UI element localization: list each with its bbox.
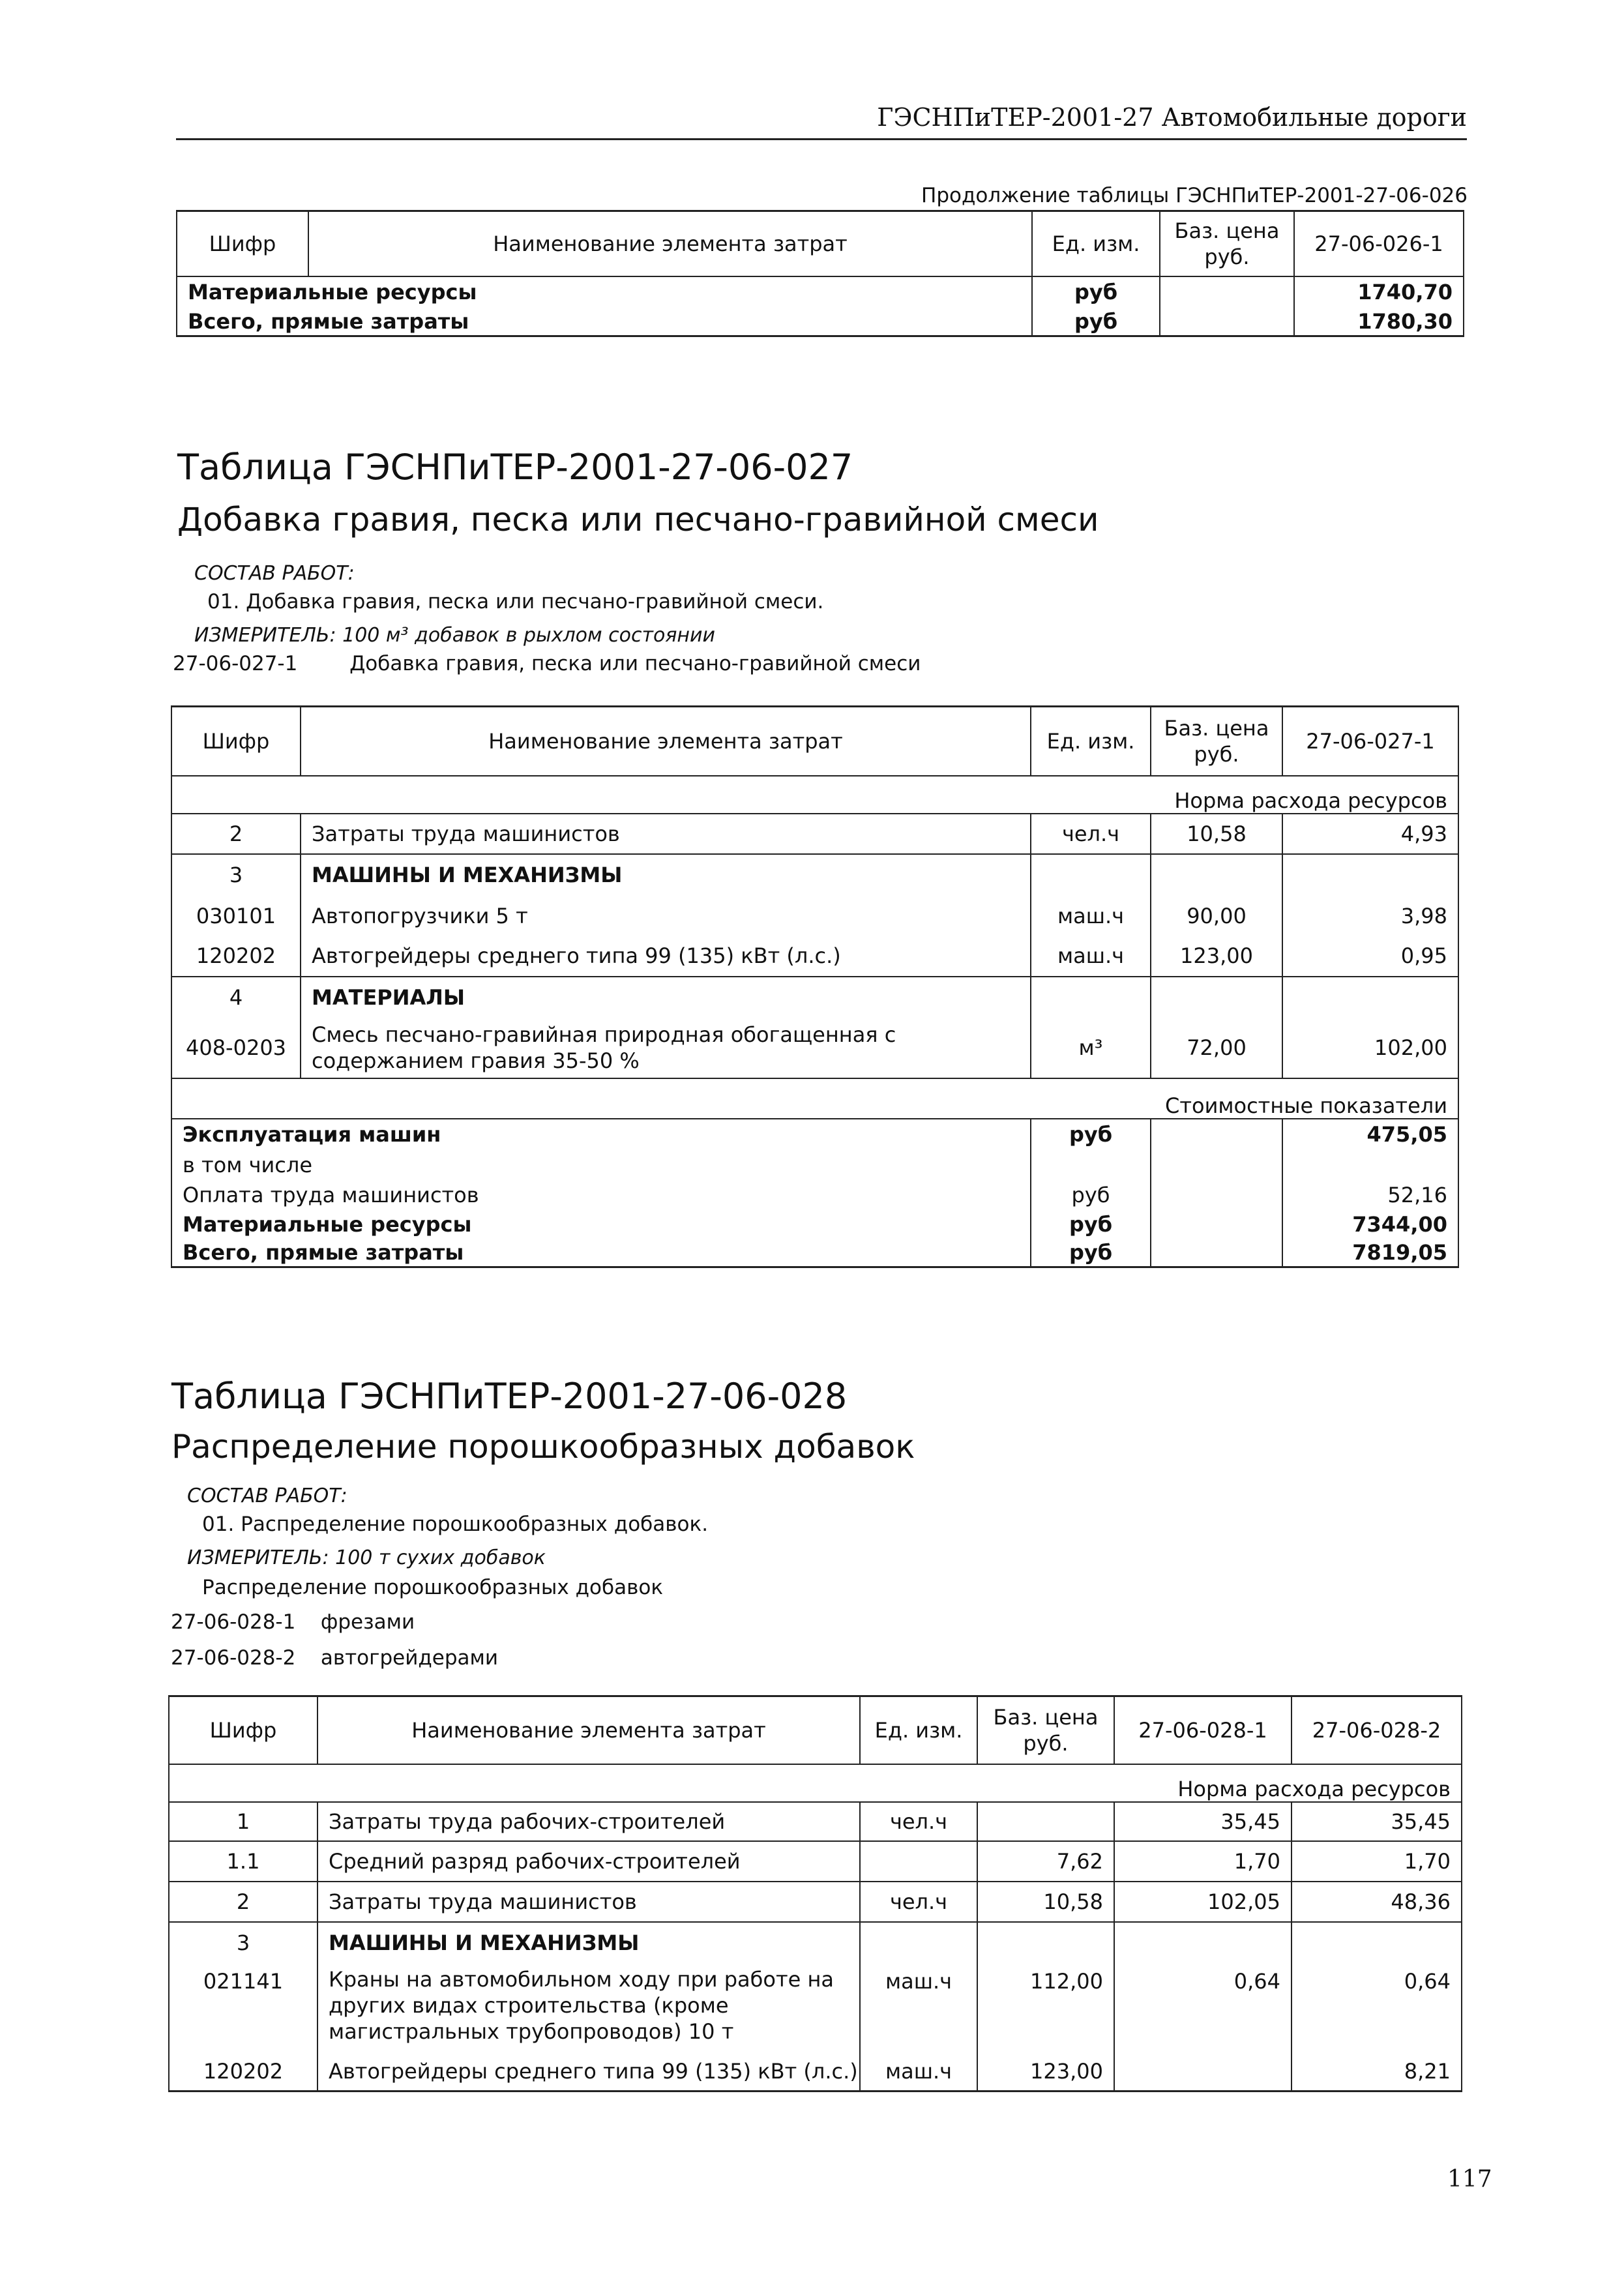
table-row-unit: руб bbox=[1032, 276, 1160, 308]
col-norm1-header: 27-06-028-1 bbox=[1114, 1696, 1292, 1764]
table-row-price: 72,00 bbox=[1151, 1018, 1282, 1078]
group-description: Распределение порошкообразных добавок bbox=[202, 1576, 664, 1599]
cost-row-unit: руб bbox=[1031, 1180, 1151, 1210]
table-028-subtitle: Распределение порошкообразных добавок bbox=[171, 1428, 915, 1466]
norm-code: 27-06-027-1 bbox=[173, 652, 298, 675]
table-row-value: 1740,70 bbox=[1294, 276, 1464, 308]
table-027 bbox=[171, 705, 1459, 1268]
table-row-code: 1 bbox=[169, 1802, 317, 1841]
table-row-code: 021141 bbox=[169, 1964, 317, 2052]
table-028 bbox=[168, 1695, 1462, 2092]
table-row-unit: чел.ч bbox=[860, 1802, 977, 1841]
section-heading: МАШИНЫ И МЕХАНИЗМЫ bbox=[301, 854, 1031, 896]
table-row-price: 10,58 bbox=[977, 1882, 1114, 1922]
table-row-price bbox=[977, 1802, 1114, 1841]
cost-row-unit: руб bbox=[1031, 1119, 1151, 1150]
table-row-price: 123,00 bbox=[1151, 936, 1282, 977]
norm-band: Норма расхода ресурсов bbox=[169, 1764, 1462, 1802]
measure-value: 100 м³ добавок в рыхлом состоянии bbox=[342, 624, 716, 647]
col-name-header: Наименование элемента затрат bbox=[317, 1696, 860, 1764]
cost-row-label: Оплата труда машинистов bbox=[171, 1180, 1031, 1210]
table-row-name: Затраты труда рабочих-строителей bbox=[317, 1802, 860, 1841]
col-name-header: Наименование элемента затрат bbox=[308, 211, 1032, 276]
table-row-price: 7,62 bbox=[977, 1841, 1114, 1882]
table-row-code: 3 bbox=[169, 1922, 317, 1964]
table-row-value: 3,98 bbox=[1282, 896, 1458, 936]
table-row-name: Автогрейдеры среднего типа 99 (135) кВт (л.с.) bbox=[301, 936, 1031, 977]
norm-line bbox=[171, 1646, 498, 1670]
cost-row-label: в том числе bbox=[171, 1150, 1031, 1180]
col-price-header: Баз. цена руб. bbox=[977, 1696, 1114, 1764]
col-price-header: Баз. цена руб. bbox=[1151, 707, 1282, 776]
running-title: ГЭСНПиТЕР-2001-27 Автомобильные дороги bbox=[877, 103, 1467, 132]
continuation-label: Продолжение таблицы ГЭСНПиТЕР-2001-27-06-026 bbox=[921, 184, 1468, 207]
col-norm2-header: 27-06-028-2 bbox=[1292, 1696, 1462, 1764]
work-composition-item: 01. Распределение порошкообразных добавок. bbox=[202, 1513, 709, 1536]
norm-line bbox=[173, 652, 921, 675]
table-row-name: Автопогрузчики 5 т bbox=[301, 896, 1031, 936]
table-row-unit bbox=[860, 1841, 977, 1882]
col-unit-header: Ед. изм. bbox=[1031, 707, 1151, 776]
col-price-header: Баз. цена руб. bbox=[1160, 211, 1294, 276]
table-row-name: Затраты труда машинистов bbox=[317, 1882, 860, 1922]
table-row-name: Средний разряд рабочих-строителей bbox=[317, 1841, 860, 1882]
table-row-value: 1780,30 bbox=[1294, 308, 1464, 336]
section-heading: МАТЕРИАЛЫ bbox=[301, 977, 1031, 1018]
table-row-code: 2 bbox=[169, 1882, 317, 1922]
measure-label: ИЗМЕРИТЕЛЬ: bbox=[187, 1546, 329, 1569]
col-name-header: Наименование элемента затрат bbox=[301, 707, 1031, 776]
norm-description: автогрейдерами bbox=[320, 1646, 499, 1670]
norm-band: Норма расхода ресурсов bbox=[171, 776, 1458, 814]
table-row-name: Затраты труда машинистов bbox=[301, 814, 1031, 854]
norm-code: 27-06-028-1 bbox=[171, 1610, 296, 1634]
table-row-code: 120202 bbox=[171, 936, 301, 977]
table-row-name: Автогрейдеры среднего типа 99 (135) кВт (л.с.) bbox=[317, 2052, 860, 2091]
table-028-title: Таблица ГЭСНПиТЕР-2001-27-06-028 bbox=[171, 1376, 848, 1417]
measure-line bbox=[187, 1546, 546, 1569]
table-row-code: 1.1 bbox=[169, 1841, 317, 1882]
table-row-label: Всего, прямые затраты bbox=[177, 308, 1032, 336]
work-composition-label: СОСТАВ РАБОТ: bbox=[187, 1485, 347, 1507]
table-row-value: 0,64 bbox=[1292, 1964, 1462, 2052]
measure-line bbox=[194, 624, 715, 647]
table-row-value: 102,05 bbox=[1114, 1882, 1292, 1922]
table-row-label: Материальные ресурсы bbox=[177, 276, 1032, 308]
section-heading: МАШИНЫ И МЕХАНИЗМЫ bbox=[317, 1922, 860, 1964]
table-row-code: 4 bbox=[171, 977, 301, 1018]
cost-row-label: Эксплуатация машин bbox=[171, 1119, 1031, 1150]
table-row-name: Смесь песчано-гравийная природная обогащенная с содержанием гравия 35-50 % bbox=[301, 1018, 1031, 1078]
measure-value: 100 т сухих добавок bbox=[335, 1546, 546, 1569]
running-header bbox=[176, 98, 1467, 140]
table-row-price: 112,00 bbox=[977, 1964, 1114, 2052]
cost-row-unit: руб bbox=[1031, 1239, 1151, 1267]
table-row-value: 0,64 bbox=[1114, 1964, 1292, 2052]
table-027-title: Таблица ГЭСНПиТЕР-2001-27-06-027 bbox=[177, 447, 853, 488]
table-row-unit: м³ bbox=[1031, 1018, 1151, 1078]
col-norm-header: 27-06-027-1 bbox=[1282, 707, 1458, 776]
table-row-value: 102,00 bbox=[1282, 1018, 1458, 1078]
table-row-value: 48,36 bbox=[1292, 1882, 1462, 1922]
table-row-value: 35,45 bbox=[1292, 1802, 1462, 1841]
norm-description: Добавка гравия, песка или песчано-гравийной смеси bbox=[349, 652, 921, 675]
col-norm-header: 27-06-026-1 bbox=[1294, 211, 1464, 276]
table-row-name: Краны на автомобильном ходу при работе на других видах строительства (кроме магистральных трубопроводов) 10 т bbox=[317, 1964, 860, 2052]
table-row-code: 408-0203 bbox=[171, 1018, 301, 1078]
table-row-value: 0,95 bbox=[1282, 936, 1458, 977]
col-code-header: Шифр bbox=[169, 1696, 317, 1764]
table-row-unit: чел.ч bbox=[860, 1882, 977, 1922]
table-row-price: 90,00 bbox=[1151, 896, 1282, 936]
table-row-unit: маш.ч bbox=[1031, 936, 1151, 977]
cost-row-value: 475,05 bbox=[1282, 1119, 1458, 1150]
work-composition-label: СОСТАВ РАБОТ: bbox=[194, 562, 355, 585]
cost-row-value: 52,16 bbox=[1282, 1180, 1458, 1210]
col-code-header: Шифр bbox=[177, 211, 308, 276]
table-row-price: 123,00 bbox=[977, 2052, 1114, 2091]
table-row-value bbox=[1114, 2052, 1292, 2091]
table-row-code: 3 bbox=[171, 854, 301, 896]
cost-row-value: 7819,05 bbox=[1282, 1239, 1458, 1267]
col-code-header: Шифр bbox=[171, 707, 301, 776]
table-row-value: 8,21 bbox=[1292, 2052, 1462, 2091]
table-row-code: 2 bbox=[171, 814, 301, 854]
table-row-unit: маш.ч bbox=[860, 2052, 977, 2091]
table-027-subtitle: Добавка гравия, песка или песчано-гравийной смеси bbox=[177, 501, 1099, 539]
norm-code: 27-06-028-2 bbox=[171, 1646, 296, 1670]
table-row-code: 030101 bbox=[171, 896, 301, 936]
table-row-unit: чел.ч bbox=[1031, 814, 1151, 854]
table-row-value: 1,70 bbox=[1114, 1841, 1292, 1882]
table-row-value: 35,45 bbox=[1114, 1802, 1292, 1841]
table-026 bbox=[176, 210, 1464, 337]
table-row-value: 4,93 bbox=[1282, 814, 1458, 854]
table-row-price: 10,58 bbox=[1151, 814, 1282, 854]
col-unit-header: Ед. изм. bbox=[860, 1696, 977, 1764]
cost-row-label: Всего, прямые затраты bbox=[171, 1239, 1031, 1267]
norm-line bbox=[171, 1610, 415, 1634]
cost-row-value: 7344,00 bbox=[1282, 1210, 1458, 1239]
cost-row-unit: руб bbox=[1031, 1210, 1151, 1239]
table-row-value: 1,70 bbox=[1292, 1841, 1462, 1882]
page-number: 117 bbox=[1447, 2166, 1492, 2193]
table-row-code: 120202 bbox=[169, 2052, 317, 2091]
measure-label: ИЗМЕРИТЕЛЬ: bbox=[194, 624, 336, 647]
table-row-unit: маш.ч bbox=[1031, 896, 1151, 936]
work-composition-item: 01. Добавка гравия, песка или песчано-гравийной смеси. bbox=[207, 590, 824, 613]
cost-band: Стоимостные показатели bbox=[171, 1078, 1458, 1119]
table-row-unit: руб bbox=[1032, 308, 1160, 336]
col-unit-header: Ед. изм. bbox=[1032, 211, 1160, 276]
table-row-unit: маш.ч bbox=[860, 1964, 977, 2052]
cost-row-label: Материальные ресурсы bbox=[171, 1210, 1031, 1239]
norm-description: фрезами bbox=[320, 1610, 415, 1634]
